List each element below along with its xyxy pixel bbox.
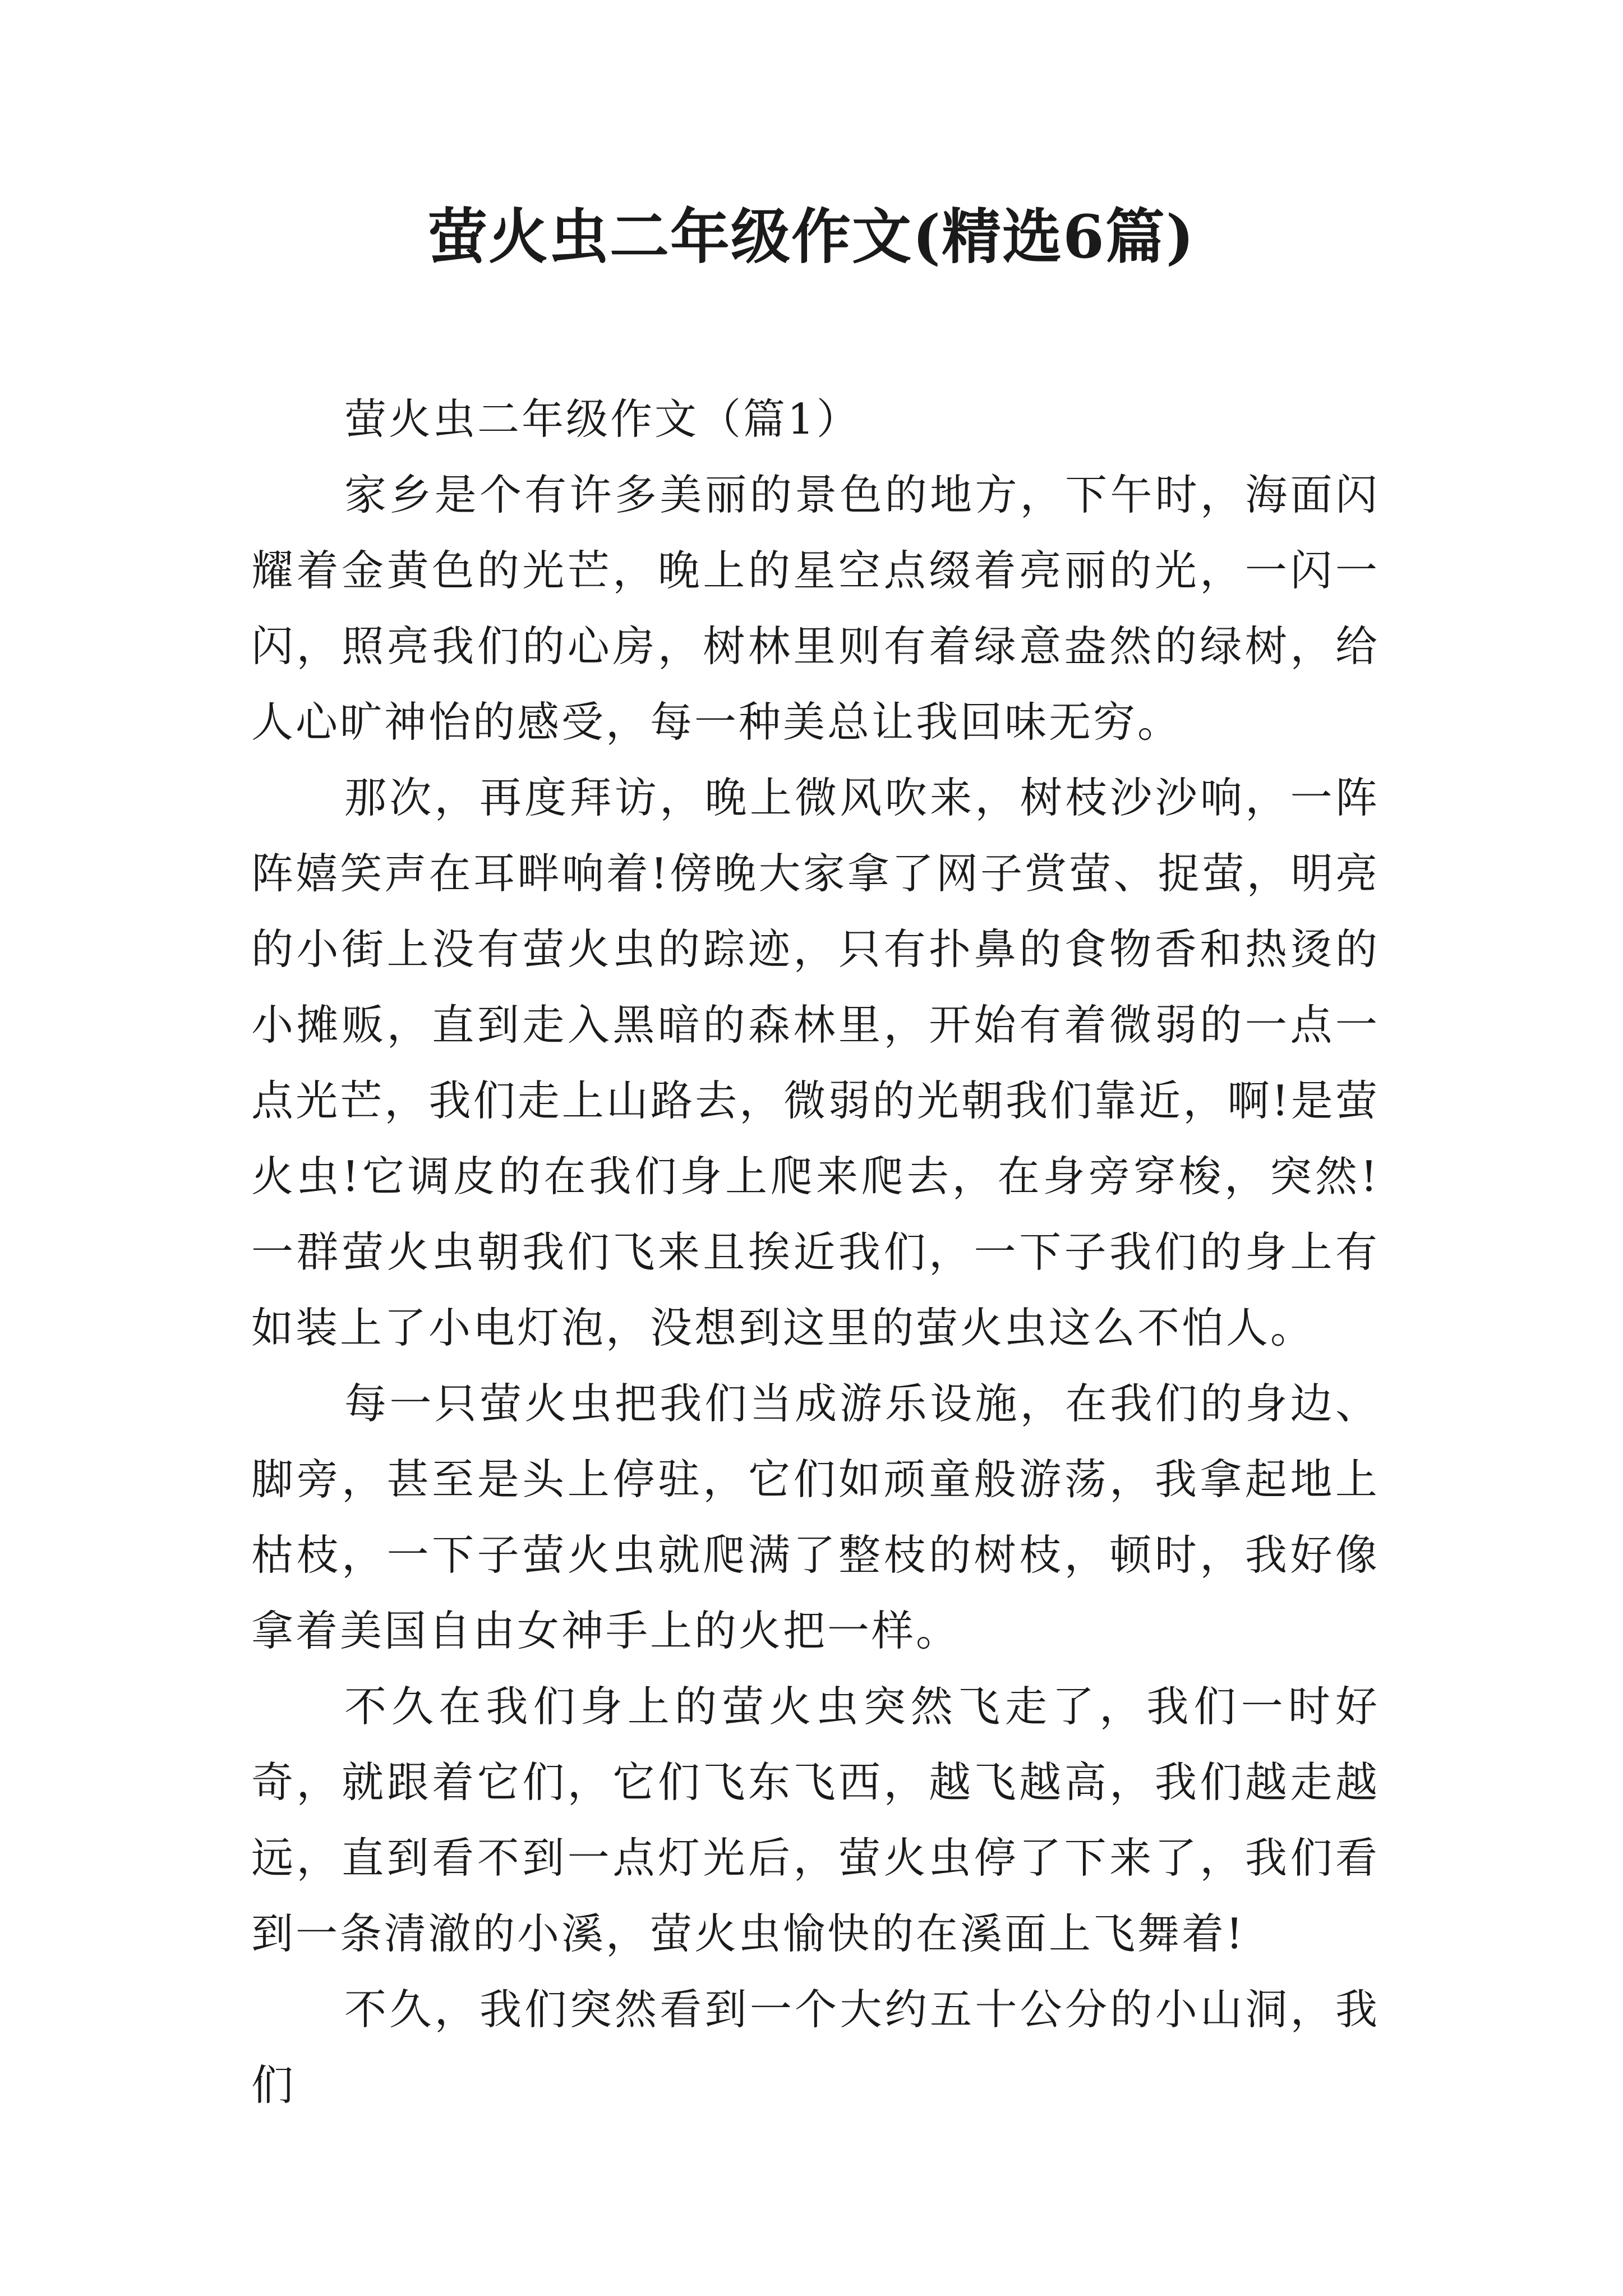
- document-title: 萤火虫二年级作文(精选6篇): [427, 201, 1196, 272]
- paragraph: 不久在我们身上的萤火虫突然飞走了，我们一时好奇，就跟着它们，它们飞东飞西，越飞越高，我们越走越远，直到看不到一点灯光后，萤火虫停了下来了，我们看到一条清澈的小溪，萤火虫愉快的在溪面上飞舞着!: [251, 1682, 1380, 1958]
- paragraph: 不久，我们突然看到一个大约五十公分的小山洞，我们: [251, 1985, 1380, 2110]
- paragraph: 每一只萤火虫把我们当成游乐设施，在我们的身边、脚旁，甚至是头上停驻，它们如顽童般游荡，我拿起地上枯枝，一下子萤火虫就爬满了整枝的树枝，顿时，我好像拿着美国自由女神手上的火把一样。: [251, 1379, 1380, 1655]
- paragraph: 那次，再度拜访，晚上微风吹来，树枝沙沙响，一阵阵嬉笑声在耳畔响着!傍晚大家拿了网子赏萤、捉萤，明亮的小街上没有萤火虫的踪迹，只有扑鼻的食物香和热烫的小摊贩，直到走入黑暗的森林里，开始有着微弱的一点一点光芒，我们走上山路去，微弱的光朝我们靠近，啊!是萤火虫!它调皮的在我们身上爬来爬去，在身旁穿梭，突然!一群萤火虫朝我们飞来且挨近我们，一下子我们的身上有如装上了小电灯泡，没想到这里的萤火虫这么不怕人。: [251, 773, 1380, 1352]
- paragraph: 家乡是个有许多美丽的景色的地方，下午时，海面闪耀着金黄色的光芒，晚上的星空点缀着亮丽的光，一闪一闪，照亮我们的心房，树林里则有着绿意盎然的绿树，给人心旷神怡的感受，每一种美总让我回味无穷。: [251, 470, 1380, 747]
- document-body: [251, 381, 1380, 2123]
- section-heading: 萤火虫二年级作文（篇1）: [344, 394, 861, 444]
